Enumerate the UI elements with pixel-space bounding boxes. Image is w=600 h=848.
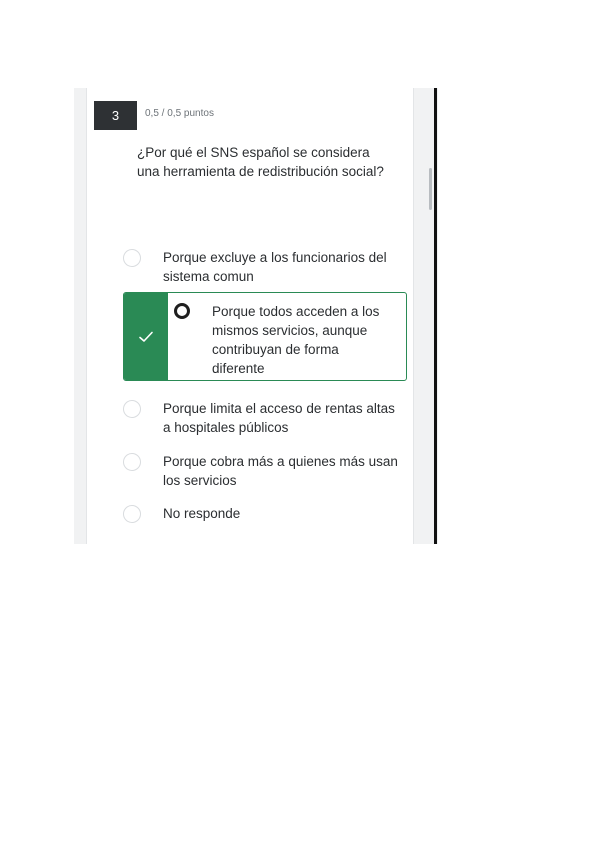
answer-option-label: Porque excluye a los funcionarios del sistema comun	[163, 250, 387, 284]
answer-option-4[interactable]	[123, 452, 407, 492]
radio-button[interactable]	[123, 505, 141, 523]
radio-button[interactable]	[123, 400, 141, 418]
answer-option-label: Porque cobra más a quienes más usan los servicios	[163, 454, 398, 488]
answer-option-label: Porque limita el acceso de rentas altas a hospitales públicos	[163, 401, 395, 435]
answer-option-2-selected[interactable]	[123, 292, 407, 381]
answer-option-label: Porque todos acceden a los mismos servicios, aunque contribuyan de forma diferente	[212, 304, 380, 376]
question-text: ¿Por qué el SNS español se considera una herramienta de redistribución social?	[137, 145, 384, 179]
radio-button[interactable]	[123, 453, 141, 471]
scrollbar-thumb[interactable]	[429, 168, 432, 210]
question-number-badge: 3	[94, 101, 137, 130]
question-points: 0,5 / 0,5 puntos	[145, 108, 214, 119]
screen-edge-divider	[434, 88, 437, 544]
radio-button-selected[interactable]	[174, 303, 190, 319]
check-icon	[138, 330, 154, 344]
quiz-screenshot	[74, 88, 438, 544]
question-card	[86, 88, 414, 544]
answer-option-3[interactable]	[123, 399, 407, 439]
answer-option-1[interactable]	[123, 248, 407, 288]
correct-answer-marker	[124, 293, 168, 380]
radio-button[interactable]	[123, 249, 141, 267]
answer-option-label: No responde	[163, 506, 241, 521]
answer-option-5[interactable]	[123, 504, 407, 526]
